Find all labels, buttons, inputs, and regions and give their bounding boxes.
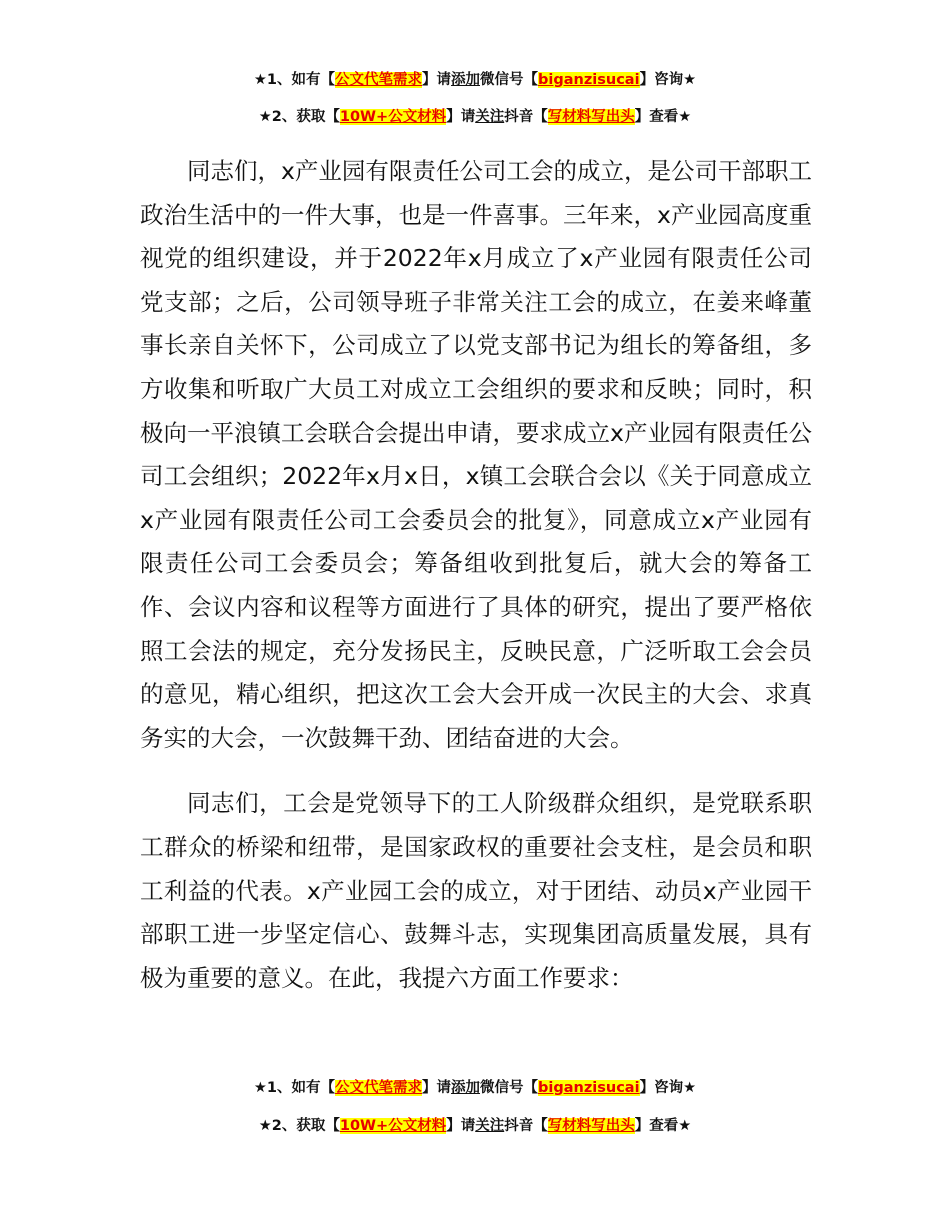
promo-line-2	[0, 1116, 950, 1136]
promo-highlight-materials: 10W+公文材料	[339, 1118, 447, 1134]
promo-text: ★1、如有【	[253, 1080, 336, 1096]
promo-text: 抖音【	[504, 1118, 548, 1134]
promo-underlined-action: 关注	[475, 1118, 505, 1134]
promo-text: 】查看★	[634, 109, 692, 125]
promo-line-1	[0, 1078, 950, 1098]
promo-text: ★2、获取【	[258, 1118, 340, 1134]
promo-line-2	[0, 107, 950, 127]
promo-highlight-wechat-id: biganzisucai	[538, 1080, 640, 1096]
promo-text: 】咨询★	[639, 1080, 697, 1096]
promo-highlight-douyin-account: 写材料写出头	[547, 1118, 635, 1134]
promo-highlight-wechat-id: biganzisucai	[538, 72, 640, 88]
promo-underlined-action: 添加	[451, 72, 481, 88]
promo-highlight-materials: 10W+公文材料	[339, 109, 447, 125]
promo-highlight-service: 公文代笔需求	[335, 72, 423, 88]
promo-underlined-action: 添加	[451, 1080, 481, 1096]
promo-text: ★2、获取【	[258, 109, 340, 125]
promo-highlight-service: 公文代笔需求	[335, 1080, 423, 1096]
promo-text: 】请	[446, 109, 476, 125]
promo-text: ★1、如有【	[253, 72, 336, 88]
body-paragraph: 同志们，工会是党领导下的工人阶级群众组织，是党联系职工群众的桥梁和纽带，是国家政权的重要社会支柱，是会员和职工利益的代表。x产业园工会的成立，对于团结、动员x产业园干部职工进一步坚定信心、鼓舞斗志，实现集团高质量发展，具有极为重要的意义。在此，我提六方面工作要求：	[140, 789, 812, 992]
promo-underlined-action: 关注	[475, 109, 505, 125]
promo-highlight-douyin-account: 写材料写出头	[547, 109, 635, 125]
document-body	[140, 150, 812, 1000]
promo-text: 抖音【	[504, 109, 548, 125]
promo-text: 微信号【	[480, 1080, 539, 1096]
promo-line-1	[0, 70, 950, 90]
promo-text: 】咨询★	[639, 72, 697, 88]
body-paragraph: 同志们，x产业园有限责任公司工会的成立，是公司干部职工政治生活中的一件大事，也是一件喜事。三年来，x产业园高度重视党的组织建设，并于2022年x月成立了x产业园有限责任公司党支部；之后，公司领导班子非常关注工会的成立，在姜来峰董事长亲自关怀下，公司成立了以党支部书记为组长的筹备组，多方收集和听取广大员工对成立工会组织的要求和反映；同时，积极向一平浪镇工会联合会提出申请，要求成立x产业园有限责任公司工会组织；2022年x月x日，x镇工会联合会以《关于同意成立x产业园有限责任公司工会委员会的批复》，同意成立x产业园有限责任公司工会委员会；筹备组收到批复后，就大会的筹备工作、会议内容和议程等方面进行了具体的研究，提出了要严格依照工会法的规定，充分发扬民主，反映民意，广泛听取工会会员的意见，精心组织，把这次工会大会开成一次民主的大会、求真务实的大会，一次鼓舞干劲、团结奋进的大会。	[140, 157, 812, 752]
promo-text: 】请	[422, 1080, 452, 1096]
promo-text: 】请	[446, 1118, 476, 1134]
promo-text: 】查看★	[634, 1118, 692, 1134]
promo-text: 】请	[422, 72, 452, 88]
promo-text: 微信号【	[480, 72, 539, 88]
